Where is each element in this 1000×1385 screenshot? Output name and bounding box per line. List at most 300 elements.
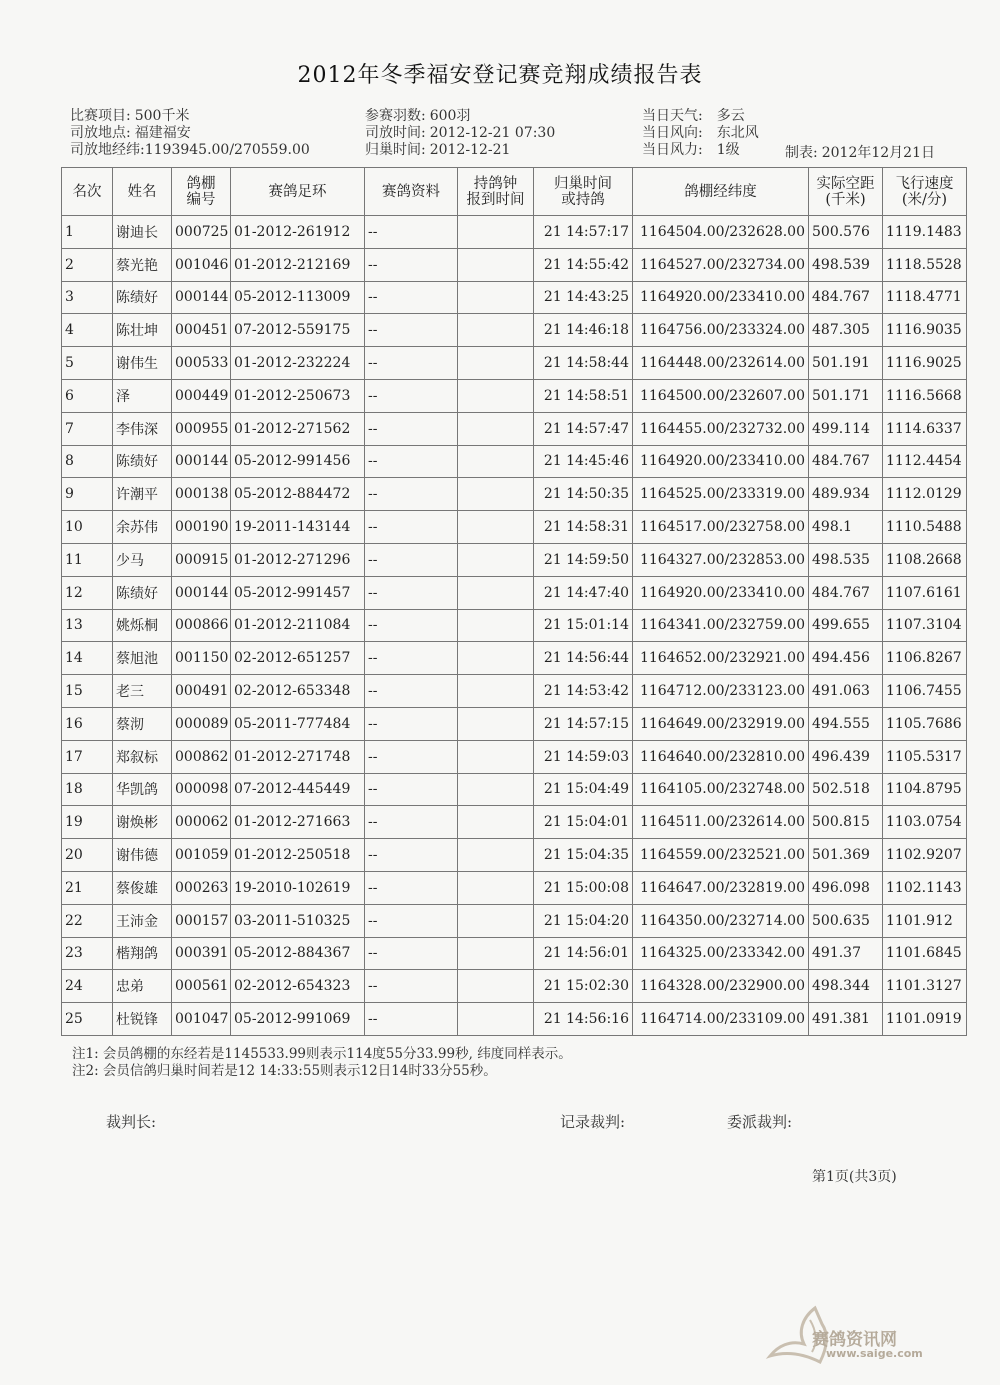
cell-speed: 1102.9207 <box>883 839 967 872</box>
signature-assigned-judge: 委派裁判: <box>727 1113 793 1131</box>
cell-pigeon-info: -- <box>365 707 458 740</box>
cell-return-time: 21 14:58:31 <box>534 511 633 544</box>
cell-pigeon-info: -- <box>365 314 458 347</box>
cell-loft-id: 000089 <box>172 707 231 740</box>
cell-clock-time <box>458 576 534 609</box>
cell-rank: 10 <box>62 511 113 544</box>
cell-ring: 07-2012-559175 <box>231 314 365 347</box>
cell-speed: 1106.7455 <box>883 675 967 708</box>
cell-rank: 12 <box>62 576 113 609</box>
cell-ring: 01-2012-261912 <box>231 216 365 249</box>
cell-loft-coords: 1164527.00/232734.00 <box>633 248 809 281</box>
cell-clock-time <box>458 445 534 478</box>
cell-distance: 494.456 <box>809 642 883 675</box>
cell-distance: 499.114 <box>809 412 883 445</box>
cell-return-time: 21 14:59:50 <box>534 543 633 576</box>
cell-name: 姚烁桐 <box>113 609 172 642</box>
cell-distance: 501.369 <box>809 839 883 872</box>
info-release-coords: 司放地经纬:1193945.00/270559.00 <box>70 142 310 158</box>
cell-rank: 11 <box>62 543 113 576</box>
cell-ring: 01-2012-211084 <box>231 609 365 642</box>
cell-loft-id: 000138 <box>172 478 231 511</box>
cell-clock-time <box>458 412 534 445</box>
cell-return-time: 21 15:01:14 <box>534 609 633 642</box>
cell-name: 陈绩好 <box>113 281 172 314</box>
cell-rank: 3 <box>62 281 113 314</box>
cell-distance: 500.576 <box>809 216 883 249</box>
cell-loft-coords: 1164714.00/233109.00 <box>633 1003 809 1036</box>
cell-speed: 1101.6845 <box>883 937 967 970</box>
cell-name: 蔡光艳 <box>113 248 172 281</box>
cell-loft-coords: 1164448.00/232614.00 <box>633 347 809 380</box>
results-table <box>61 167 967 1036</box>
cell-distance: 499.655 <box>809 609 883 642</box>
cell-rank: 17 <box>62 740 113 773</box>
cell-loft-id: 000391 <box>172 937 231 970</box>
cell-pigeon-info: -- <box>365 970 458 1003</box>
cell-speed: 1106.8267 <box>883 642 967 675</box>
cell-pigeon-info: -- <box>365 281 458 314</box>
table-row <box>62 314 967 347</box>
cell-return-time: 21 14:46:18 <box>534 314 633 347</box>
table-row <box>62 871 967 904</box>
table-row <box>62 248 967 281</box>
cell-return-time: 21 14:45:46 <box>534 445 633 478</box>
cell-loft-coords: 1164455.00/232732.00 <box>633 412 809 445</box>
cell-loft-id: 001150 <box>172 642 231 675</box>
cell-loft-id: 000451 <box>172 314 231 347</box>
cell-clock-time <box>458 379 534 412</box>
cell-rank: 1 <box>62 216 113 249</box>
table-row <box>62 379 967 412</box>
cell-distance: 496.439 <box>809 740 883 773</box>
watermark-text: 赛鸽资讯网 <box>812 1330 897 1350</box>
table-row <box>62 675 967 708</box>
cell-speed: 1110.5488 <box>883 511 967 544</box>
cell-return-time: 21 15:04:20 <box>534 904 633 937</box>
cell-loft-id: 000144 <box>172 576 231 609</box>
cell-clock-time <box>458 281 534 314</box>
info-event: 比赛项目: 500千米 <box>70 108 190 124</box>
cell-loft-coords: 1164920.00/233410.00 <box>633 445 809 478</box>
cell-ring: 05-2012-991457 <box>231 576 365 609</box>
cell-ring: 07-2012-445449 <box>231 773 365 806</box>
cell-ring: 01-2012-271663 <box>231 806 365 839</box>
info-col-1 <box>70 108 310 159</box>
cell-speed: 1116.9025 <box>883 347 967 380</box>
cell-clock-time <box>458 937 534 970</box>
cell-return-time: 21 14:57:47 <box>534 412 633 445</box>
info-release-time: 司放时间: 2012-12-21 07:30 <box>365 125 556 141</box>
header-rank: 名次 <box>62 168 113 216</box>
cell-ring: 05-2012-884472 <box>231 478 365 511</box>
cell-loft-id: 000449 <box>172 379 231 412</box>
cell-loft-id: 000561 <box>172 970 231 1003</box>
cell-loft-id: 000862 <box>172 740 231 773</box>
cell-name: 忠弟 <box>113 970 172 1003</box>
cell-rank: 5 <box>62 347 113 380</box>
cell-name: 华凯鸽 <box>113 773 172 806</box>
cell-clock-time <box>458 511 534 544</box>
table-row <box>62 642 967 675</box>
cell-pigeon-info: -- <box>365 609 458 642</box>
cell-name: 郑叙标 <box>113 740 172 773</box>
cell-ring: 01-2012-250518 <box>231 839 365 872</box>
cell-loft-coords: 1164525.00/233319.00 <box>633 478 809 511</box>
cell-name: 楷翔鸽 <box>113 937 172 970</box>
cell-rank: 6 <box>62 379 113 412</box>
cell-name: 陈壮坤 <box>113 314 172 347</box>
cell-clock-time <box>458 642 534 675</box>
cell-distance: 491.063 <box>809 675 883 708</box>
cell-rank: 7 <box>62 412 113 445</box>
cell-return-time: 21 14:56:16 <box>534 1003 633 1036</box>
cell-speed: 1103.0754 <box>883 806 967 839</box>
cell-distance: 489.934 <box>809 478 883 511</box>
signature-record-judge: 记录裁判: <box>560 1113 626 1131</box>
cell-speed: 1112.0129 <box>883 478 967 511</box>
cell-loft-id: 000144 <box>172 281 231 314</box>
cell-clock-time <box>458 478 534 511</box>
cell-rank: 23 <box>62 937 113 970</box>
cell-speed: 1101.3127 <box>883 970 967 1003</box>
cell-rank: 20 <box>62 839 113 872</box>
info-return-time: 归巢时间: 2012-12-21 <box>365 142 511 158</box>
cell-distance: 484.767 <box>809 576 883 609</box>
cell-loft-coords: 1164517.00/232758.00 <box>633 511 809 544</box>
cell-ring: 02-2012-653348 <box>231 675 365 708</box>
cell-pigeon-info: -- <box>365 773 458 806</box>
cell-rank: 13 <box>62 609 113 642</box>
cell-rank: 19 <box>62 806 113 839</box>
cell-pigeon-info: -- <box>365 576 458 609</box>
cell-loft-coords: 1164712.00/233123.00 <box>633 675 809 708</box>
cell-ring: 03-2011-510325 <box>231 904 365 937</box>
cell-loft-id: 000144 <box>172 445 231 478</box>
cell-loft-coords: 1164327.00/232853.00 <box>633 543 809 576</box>
cell-rank: 21 <box>62 871 113 904</box>
notes <box>72 1046 572 1080</box>
table-row <box>62 839 967 872</box>
cell-distance: 502.518 <box>809 773 883 806</box>
table-row <box>62 609 967 642</box>
cell-name: 蔡旭池 <box>113 642 172 675</box>
cell-rank: 16 <box>62 707 113 740</box>
cell-distance: 491.37 <box>809 937 883 970</box>
cell-return-time: 21 14:50:35 <box>534 478 633 511</box>
cell-pigeon-info: -- <box>365 806 458 839</box>
cell-clock-time <box>458 740 534 773</box>
watermark-url: www.saige.com <box>826 1347 923 1360</box>
cell-loft-coords: 1164559.00/232521.00 <box>633 839 809 872</box>
info-col-3 <box>642 108 759 159</box>
cell-ring: 05-2012-991069 <box>231 1003 365 1036</box>
results-body <box>62 216 967 1036</box>
cell-distance: 498.344 <box>809 970 883 1003</box>
cell-loft-coords: 1164756.00/233324.00 <box>633 314 809 347</box>
table-row <box>62 543 967 576</box>
cell-clock-time <box>458 216 534 249</box>
cell-loft-coords: 1164647.00/232819.00 <box>633 871 809 904</box>
info-entries: 参赛羽数: 600羽 <box>365 108 471 124</box>
cell-speed: 1105.5317 <box>883 740 967 773</box>
cell-name: 蔡沏 <box>113 707 172 740</box>
cell-ring: 05-2012-884367 <box>231 937 365 970</box>
info-weather: 当日天气: 多云 <box>642 108 745 124</box>
cell-distance: 498.1 <box>809 511 883 544</box>
cell-pigeon-info: -- <box>365 347 458 380</box>
cell-loft-id: 000866 <box>172 609 231 642</box>
table-row <box>62 281 967 314</box>
cell-name: 许潮平 <box>113 478 172 511</box>
cell-distance: 484.767 <box>809 445 883 478</box>
cell-speed: 1112.4454 <box>883 445 967 478</box>
cell-pigeon-info: -- <box>365 543 458 576</box>
cell-name: 谢焕彬 <box>113 806 172 839</box>
cell-distance: 496.098 <box>809 871 883 904</box>
table-row <box>62 347 967 380</box>
cell-loft-coords: 1164504.00/232628.00 <box>633 216 809 249</box>
cell-ring: 02-2012-654323 <box>231 970 365 1003</box>
cell-pigeon-info: -- <box>365 379 458 412</box>
cell-pigeon-info: -- <box>365 675 458 708</box>
cell-loft-coords: 1164341.00/232759.00 <box>633 609 809 642</box>
cell-return-time: 21 14:43:25 <box>534 281 633 314</box>
header-speed: 飞行速度 (米/分) <box>883 168 967 216</box>
cell-ring: 19-2010-102619 <box>231 871 365 904</box>
cell-rank: 15 <box>62 675 113 708</box>
cell-return-time: 21 14:59:03 <box>534 740 633 773</box>
cell-ring: 01-2012-271748 <box>231 740 365 773</box>
cell-loft-id: 000491 <box>172 675 231 708</box>
cell-loft-id: 001059 <box>172 839 231 872</box>
cell-name: 杜锐锋 <box>113 1003 172 1036</box>
cell-return-time: 21 15:04:01 <box>534 806 633 839</box>
cell-return-time: 21 14:56:01 <box>534 937 633 970</box>
cell-rank: 18 <box>62 773 113 806</box>
cell-pigeon-info: -- <box>365 248 458 281</box>
cell-distance: 501.191 <box>809 347 883 380</box>
info-release-site: 司放地点: 福建福安 <box>70 125 191 141</box>
cell-ring: 02-2012-651257 <box>231 642 365 675</box>
cell-rank: 2 <box>62 248 113 281</box>
cell-pigeon-info: -- <box>365 937 458 970</box>
cell-name: 谢伟生 <box>113 347 172 380</box>
cell-ring: 05-2012-113009 <box>231 281 365 314</box>
cell-name: 陈绩好 <box>113 445 172 478</box>
cell-speed: 1101.0919 <box>883 1003 967 1036</box>
cell-return-time: 21 15:04:49 <box>534 773 633 806</box>
table-row <box>62 216 967 249</box>
cell-return-time: 21 14:56:44 <box>534 642 633 675</box>
cell-loft-coords: 1164511.00/232614.00 <box>633 806 809 839</box>
table-row <box>62 937 967 970</box>
cell-clock-time <box>458 248 534 281</box>
cell-return-time: 21 14:57:15 <box>534 707 633 740</box>
cell-return-time: 21 14:58:51 <box>534 379 633 412</box>
header-return-time: 归巢时间 或持鸽 <box>534 168 633 216</box>
cell-name: 少马 <box>113 543 172 576</box>
info-wind-force: 当日风力: 1级 <box>642 142 740 158</box>
table-row <box>62 1003 967 1036</box>
cell-speed: 1107.3104 <box>883 609 967 642</box>
cell-speed: 1102.1143 <box>883 871 967 904</box>
table-row <box>62 511 967 544</box>
cell-loft-coords: 1164640.00/232810.00 <box>633 740 809 773</box>
table-row <box>62 773 967 806</box>
cell-distance: 494.555 <box>809 707 883 740</box>
cell-clock-time <box>458 904 534 937</box>
cell-return-time: 21 15:00:08 <box>534 871 633 904</box>
header-row <box>62 168 967 216</box>
cell-clock-time <box>458 871 534 904</box>
cell-clock-time <box>458 806 534 839</box>
page-number: 第1页(共3页) <box>812 1169 897 1185</box>
cell-clock-time <box>458 314 534 347</box>
cell-distance: 500.815 <box>809 806 883 839</box>
cell-speed: 1108.2668 <box>883 543 967 576</box>
cell-loft-coords: 1164649.00/232919.00 <box>633 707 809 740</box>
info-made-date: 制表: 2012年12月21日 <box>785 145 935 161</box>
cell-ring: 19-2011-143144 <box>231 511 365 544</box>
cell-pigeon-info: -- <box>365 445 458 478</box>
table-row <box>62 576 967 609</box>
header-loft-coords: 鸽棚经纬度 <box>633 168 809 216</box>
cell-loft-coords: 1164325.00/233342.00 <box>633 937 809 970</box>
cell-ring: 05-2011-777484 <box>231 707 365 740</box>
cell-ring: 05-2012-991456 <box>231 445 365 478</box>
cell-speed: 1107.6161 <box>883 576 967 609</box>
cell-ring: 01-2012-271296 <box>231 543 365 576</box>
cell-loft-coords: 1164328.00/232900.00 <box>633 970 809 1003</box>
cell-loft-id: 000955 <box>172 412 231 445</box>
cell-loft-id: 000190 <box>172 511 231 544</box>
cell-pigeon-info: -- <box>365 740 458 773</box>
cell-clock-time <box>458 675 534 708</box>
cell-name: 陈绩好 <box>113 576 172 609</box>
cell-loft-id: 000533 <box>172 347 231 380</box>
cell-name: 老三 <box>113 675 172 708</box>
cell-loft-id: 000915 <box>172 543 231 576</box>
cell-pigeon-info: -- <box>365 839 458 872</box>
cell-pigeon-info: -- <box>365 478 458 511</box>
cell-distance: 501.171 <box>809 379 883 412</box>
cell-name: 余苏伟 <box>113 511 172 544</box>
cell-loft-id: 000263 <box>172 871 231 904</box>
cell-loft-coords: 1164105.00/232748.00 <box>633 773 809 806</box>
cell-loft-id: 000157 <box>172 904 231 937</box>
note-1: 注1: 会员鸽棚的东经若是1145533.99则表示114度55分33.99秒, 纬度同样表示。 <box>72 1046 572 1062</box>
cell-return-time: 21 14:47:40 <box>534 576 633 609</box>
cell-pigeon-info: -- <box>365 642 458 675</box>
table-row <box>62 478 967 511</box>
cell-name: 谢迪长 <box>113 216 172 249</box>
cell-rank: 22 <box>62 904 113 937</box>
header-name: 姓名 <box>113 168 172 216</box>
cell-ring: 01-2012-232224 <box>231 347 365 380</box>
cell-rank: 25 <box>62 1003 113 1036</box>
header-loft-id: 鸽棚 编号 <box>172 168 231 216</box>
cell-clock-time <box>458 609 534 642</box>
cell-loft-id: 000062 <box>172 806 231 839</box>
cell-return-time: 21 14:57:17 <box>534 216 633 249</box>
cell-name: 谢伟德 <box>113 839 172 872</box>
cell-distance: 498.535 <box>809 543 883 576</box>
cell-name: 李伟深 <box>113 412 172 445</box>
cell-rank: 24 <box>62 970 113 1003</box>
cell-loft-coords: 1164500.00/232607.00 <box>633 379 809 412</box>
cell-return-time: 21 14:58:44 <box>534 347 633 380</box>
cell-ring: 01-2012-250673 <box>231 379 365 412</box>
cell-pigeon-info: -- <box>365 904 458 937</box>
table-row <box>62 412 967 445</box>
cell-name: 王沛金 <box>113 904 172 937</box>
signature-chief-judge: 裁判长: <box>106 1113 157 1131</box>
cell-speed: 1119.1483 <box>883 216 967 249</box>
cell-speed: 1116.9035 <box>883 314 967 347</box>
header-ring: 赛鸽足环 <box>231 168 365 216</box>
cell-rank: 9 <box>62 478 113 511</box>
cell-ring: 01-2012-212169 <box>231 248 365 281</box>
info-wind-direction: 当日风向: 东北风 <box>642 125 759 141</box>
cell-loft-id: 000098 <box>172 773 231 806</box>
cell-return-time: 21 14:53:42 <box>534 675 633 708</box>
cell-loft-coords: 1164920.00/233410.00 <box>633 576 809 609</box>
cell-return-time: 21 14:55:42 <box>534 248 633 281</box>
cell-speed: 1118.5528 <box>883 248 967 281</box>
cell-pigeon-info: -- <box>365 216 458 249</box>
header-distance: 实际空距 (千米) <box>809 168 883 216</box>
cell-rank: 8 <box>62 445 113 478</box>
cell-loft-id: 001047 <box>172 1003 231 1036</box>
table-row <box>62 970 967 1003</box>
table-row <box>62 445 967 478</box>
cell-rank: 4 <box>62 314 113 347</box>
cell-loft-id: 000725 <box>172 216 231 249</box>
cell-speed: 1101.912 <box>883 904 967 937</box>
cell-speed: 1118.4771 <box>883 281 967 314</box>
page-title: 2012年冬季福安登记赛竞翔成绩报告表 <box>297 63 703 88</box>
cell-speed: 1116.5668 <box>883 379 967 412</box>
cell-speed: 1104.8795 <box>883 773 967 806</box>
info-col-2 <box>365 108 555 159</box>
cell-clock-time <box>458 707 534 740</box>
cell-pigeon-info: -- <box>365 511 458 544</box>
header-clock-time: 持鸽钟 报到时间 <box>458 168 534 216</box>
cell-name: 泽 <box>113 379 172 412</box>
cell-clock-time <box>458 543 534 576</box>
note-2: 注2: 会员信鸽归巢时间若是12 14:33:55则表示12日14时33分55秒。 <box>72 1063 497 1079</box>
table-row <box>62 707 967 740</box>
cell-ring: 01-2012-271562 <box>231 412 365 445</box>
cell-speed: 1114.6337 <box>883 412 967 445</box>
cell-clock-time <box>458 1003 534 1036</box>
table-row <box>62 806 967 839</box>
cell-distance: 500.635 <box>809 904 883 937</box>
cell-rank: 14 <box>62 642 113 675</box>
cell-pigeon-info: -- <box>365 1003 458 1036</box>
cell-clock-time <box>458 347 534 380</box>
cell-distance: 491.381 <box>809 1003 883 1036</box>
cell-name: 蔡俊雄 <box>113 871 172 904</box>
cell-loft-coords: 1164920.00/233410.00 <box>633 281 809 314</box>
cell-distance: 484.767 <box>809 281 883 314</box>
cell-pigeon-info: -- <box>365 871 458 904</box>
cell-return-time: 21 15:04:35 <box>534 839 633 872</box>
cell-loft-coords: 1164652.00/232921.00 <box>633 642 809 675</box>
cell-loft-coords: 1164350.00/232714.00 <box>633 904 809 937</box>
cell-clock-time <box>458 839 534 872</box>
